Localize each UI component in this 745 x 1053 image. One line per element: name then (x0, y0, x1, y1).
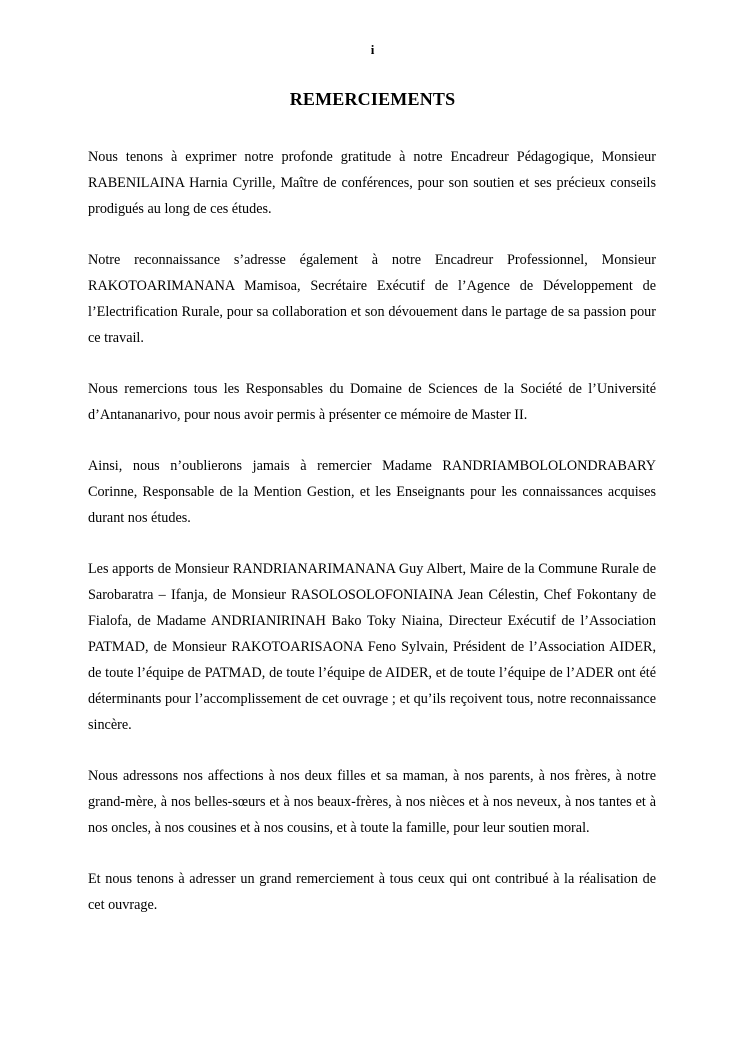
paragraph-professional-supervisor: Notre reconnaissance s’adresse également à notre Encadreur Professionnel, Monsieur RAKOTOARIMANANA Mamisoa, Secrétaire Exécutif de l’Agence de Développement de l’Electrification Rurale, pour sa collaboration et son dévouement dans le partage de sa passion pour ce travail. (88, 252, 656, 346)
paragraph-pedagogical-supervisor: Nous tenons à exprimer notre profonde gratitude à notre Encadreur Pédagogique, Monsieur RABENILAINA Harnia Cyrille, Maître de conférences, pour son soutien et ses précieux conseils prodigués au long de ces études. (88, 149, 656, 217)
paragraph-family: Nous adressons nos affections à nos deux filles et sa maman, à nos parents, à nos frères, à notre grand-mère, à nos belles-sœurs et à nos beaux-frères, à nos nièces et à nos neveux, à nos tantes et à nos oncles, à nos cousines et à nos cousins, et à toute la famille, pour leur soutien moral. (88, 768, 656, 836)
paragraph-university-officials: Nous remercions tous les Responsables du Domaine de Sciences de la Société de l’Université d’Antananarivo, pour nous avoir permis à présenter ce mémoire de Master II. (88, 381, 656, 423)
paragraph-local-partners: Les apports de Monsieur RANDRIANARIMANANA Guy Albert, Maire de la Commune Rurale de Sarobaratra – Ifanja, de Monsieur RASOLOSOLOFONIAINA Jean Célestin, Chef Fokontany de Fialofa, de Madame ANDRIANIRINAH Bako Toky Niaina, Directeur Exécutif de l’Association PATMAD, de Monsieur RAKOTOARISAONA Feno Sylvain, Président de l’Association AIDER, de toute l’équipe de PATMAD, de toute l’équipe de AIDER, et de toute l’équipe de l’ADER ont été déterminants pour l’accomplissement de cet ouvrage ; et qu’ils reçoivent tous, notre reconnaissance sincère. (88, 561, 656, 733)
acknowledgements-body (88, 144, 656, 943)
page-number: i (370, 42, 375, 57)
page-title: REMERCIEMENTS (289, 89, 456, 109)
paragraph-mention-gestion: Ainsi, nous n’oublierons jamais à remercier Madame RANDRIAMBOLOLONDRABARY Corinne, Responsable de la Mention Gestion, et les Enseignants pour les connaissances acquises durant nos études. (88, 458, 656, 526)
paragraph-general-thanks: Et nous tenons à adresser un grand remerciement à tous ceux qui ont contribué à la réalisation de cet ouvrage. (88, 871, 656, 913)
